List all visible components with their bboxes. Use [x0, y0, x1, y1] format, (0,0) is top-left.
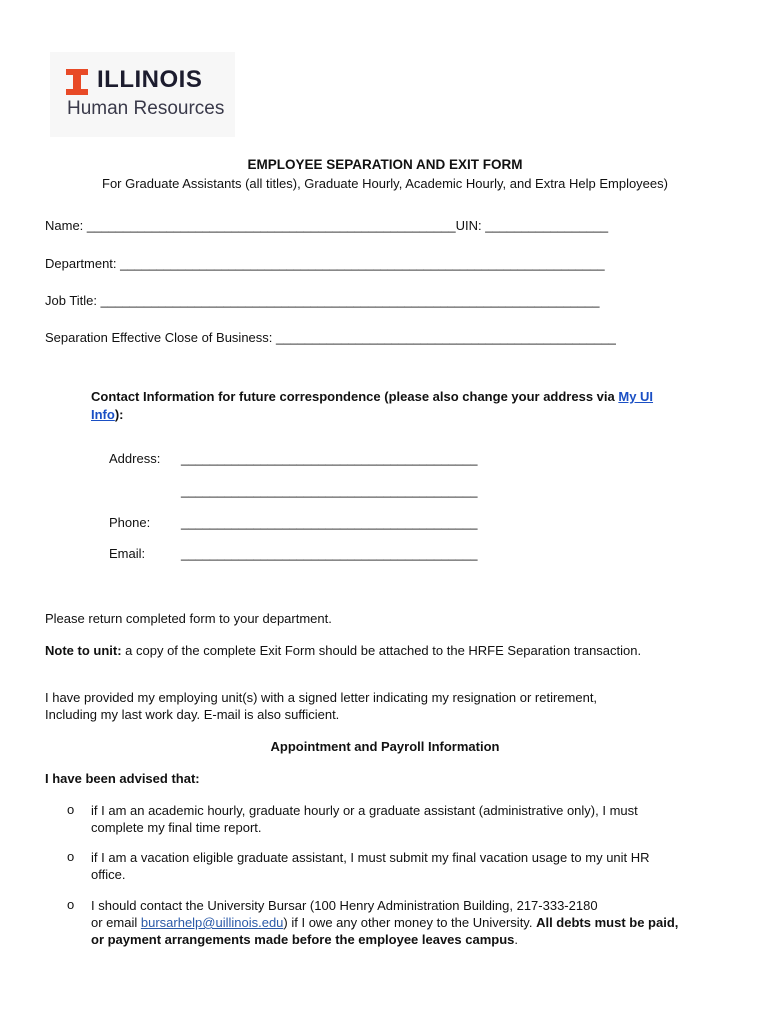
resignation-line-1: I have provided my employing unit(s) with a signed letter indicating my resignation or retirement, [45, 690, 598, 705]
bullet-1-line-1: if I am an academic hourly, graduate hourly or a graduate assistant (administrative only), I must [91, 803, 638, 818]
bullet-3-line-2 [91, 914, 731, 931]
bullet-marker: o [67, 802, 75, 817]
address-line-2[interactable]: _________________________________________ [181, 483, 478, 498]
advised-heading: I have been advised that: [45, 771, 200, 786]
contact-heading-line2 [91, 407, 124, 422]
bullet-2-line-2: office. [91, 867, 126, 882]
return-instructions: Please return completed form to your department. [45, 611, 332, 626]
form-subtitle: For Graduate Assistants (all titles), Graduate Hourly, Academic Hourly, and Extra Help Employees) [102, 176, 668, 191]
logo-wordmark: ILLINOIS [97, 66, 203, 93]
bullet-marker: o [67, 849, 75, 864]
contact-heading-text: Contact Information for future correspondence (please also change your address via [91, 389, 619, 404]
phone-line[interactable]: _________________________________________ [181, 515, 478, 530]
note-text: a copy of the complete Exit Form should be attached to the HRFE Separation transaction. [121, 643, 642, 658]
department-field[interactable]: Department: ___________________________________________________________________ [45, 256, 605, 271]
phone-label: Phone: [109, 515, 151, 530]
block-i-icon [66, 69, 88, 95]
list-item [91, 802, 731, 836]
email-line[interactable]: _________________________________________ [181, 546, 478, 561]
note-to-unit [45, 643, 641, 658]
address-line-1[interactable]: _________________________________________ [181, 451, 478, 466]
contact-heading-line1 [91, 389, 653, 404]
my-ui-info-link-cont[interactable]: Info [91, 407, 115, 422]
address-label: Address: [109, 451, 161, 466]
separation-date-field[interactable]: Separation Effective Close of Business: _______________________________________________ [45, 330, 616, 345]
list-item [91, 897, 731, 948]
bullet-3-line-1: I should contact the University Bursar (100 Henry Administration Building, 217-333-2180 [91, 898, 598, 913]
section-heading: Appointment and Payroll Information [270, 739, 500, 754]
bullet-3-text-mid: ) if I owe any other money to the University. [283, 915, 537, 930]
bullet-3-end: . [514, 932, 519, 947]
bursar-email-link[interactable]: bursarhelp@uillinois.edu [140, 915, 284, 930]
bullet-1-line-2: complete my final time report. [91, 820, 262, 835]
bullet-3-bold-1: All debts must be paid, [536, 915, 679, 930]
resignation-line-2: Including my last work day. E-mail is also sufficient. [45, 707, 340, 722]
my-ui-info-link[interactable]: My UI [618, 389, 654, 404]
form-title: EMPLOYEE SEPARATION AND EXIT FORM [247, 157, 523, 172]
email-label: Email: [109, 546, 146, 561]
bullet-3-line-3 [91, 931, 731, 948]
bullet-marker: o [67, 897, 75, 912]
list-item [91, 849, 731, 883]
bullet-3-bold-2: or payment arrangements made before the employee leaves campus [91, 932, 515, 947]
logo-subtitle: Human Resources [67, 98, 225, 119]
bullet-3-text: or email [91, 915, 141, 930]
contact-heading-end: ): [114, 407, 124, 422]
bullet-2-line-1: if I am a vacation eligible graduate assistant, I must submit my final vacation usage to my unit HR [91, 850, 650, 865]
note-label: Note to unit: [45, 643, 122, 658]
name-uin-field[interactable]: Name: ___________________________________________________UIN: _________________ [45, 218, 609, 233]
illinois-hr-logo [50, 52, 235, 137]
job-title-field[interactable]: Job Title: _____________________________________________________________________ [45, 293, 600, 308]
